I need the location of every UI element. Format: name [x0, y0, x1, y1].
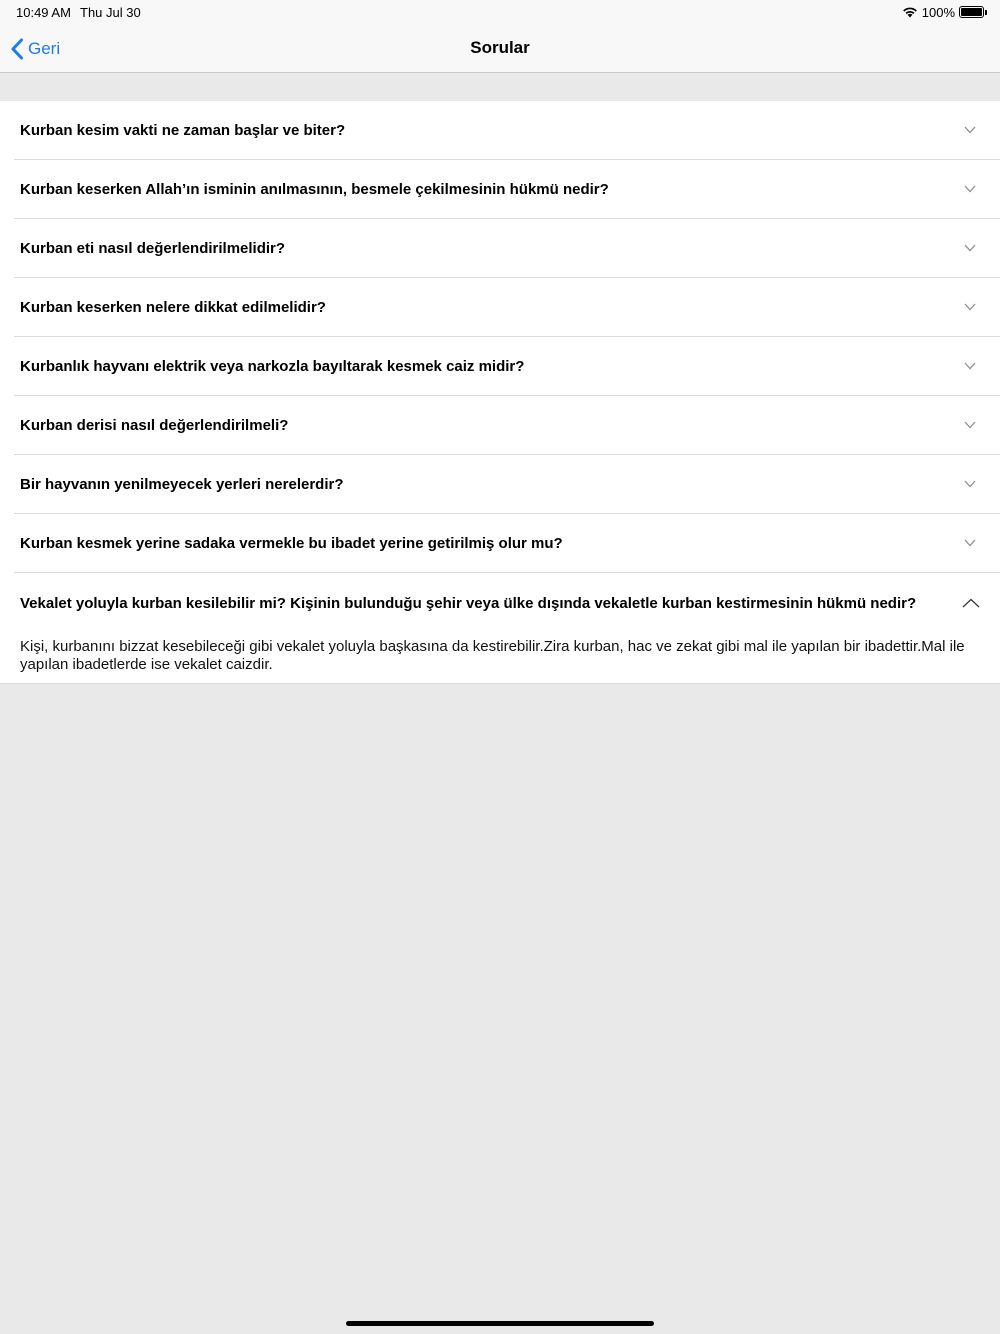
faq-question: Kurban keserken nelere dikkat edilmelidir? [20, 298, 326, 316]
chevron-down-icon [964, 126, 976, 134]
back-label: Geri [28, 39, 61, 58]
faq-question: Kurbanlık hayvanı elektrik veya narkozla bayıltarak kesmek caiz midir? [20, 357, 525, 375]
chevron-down-icon [964, 303, 976, 311]
faq-item-header[interactable] [14, 278, 1000, 336]
faq-question: Kurban kesmek yerine sadaka vermekle bu ibadet yerine getirilmiş olur mu? [20, 534, 563, 552]
chevron-down-icon [964, 421, 976, 429]
faq-question: Kurban keserken Allah’ın isminin anılmasının, besmele çekilmesinin hükmü nedir? [20, 180, 609, 198]
faq-question: Vekalet yoluyla kurban kesilebilir mi? Kişinin bulunduğu şehir veya ülke dışında vekaletle kurban kestirmesinin hükmü nedir? [20, 594, 917, 612]
navigation-bar [0, 24, 1000, 73]
faq-item[interactable] [14, 396, 1000, 455]
faq-item[interactable] [14, 219, 1000, 278]
faq-item[interactable] [14, 514, 1000, 573]
faq-item-header[interactable] [14, 160, 1000, 218]
faq-list [0, 101, 1000, 684]
battery-icon [959, 6, 984, 18]
faq-item-header[interactable] [14, 573, 1000, 633]
status-time: 10:49 AM [16, 5, 71, 20]
chevron-down-icon [964, 480, 976, 488]
home-indicator[interactable] [346, 1321, 654, 1326]
chevron-down-icon [964, 362, 976, 370]
chevron-down-icon [964, 244, 976, 252]
faq-item-expanded[interactable] [0, 573, 1000, 684]
status-bar [0, 0, 1000, 24]
faq-item[interactable] [14, 455, 1000, 514]
faq-question: Bir hayvanın yenilmeyecek yerleri nerelerdir? [20, 475, 344, 493]
chevron-up-icon [962, 598, 980, 608]
faq-item-header[interactable] [14, 101, 1000, 159]
status-indicators [902, 4, 984, 20]
faq-answer: Kişi, kurbanını bizzat kesebileceği gibi vekalet yoluyla başkasına da kestirebilir.Zira kurban, hac ve zekat gibi mal ile yapılan bir ibadettir.Mal ile yapılan ibadetlerde ise vekalet caizdir. [20, 638, 965, 673]
page-title: Sorular [470, 38, 530, 57]
faq-item[interactable] [14, 278, 1000, 337]
faq-question: Kurban derisi nasıl değerlendirilmeli? [20, 416, 289, 434]
chevron-down-icon [964, 185, 976, 193]
faq-item-header[interactable] [14, 455, 1000, 513]
status-date: Thu Jul 30 [80, 5, 141, 20]
wifi-icon [902, 6, 918, 18]
faq-item-header[interactable] [14, 514, 1000, 572]
faq-item[interactable] [14, 337, 1000, 396]
battery-percent: 100% [921, 4, 955, 20]
faq-item[interactable] [14, 160, 1000, 219]
faq-item-header[interactable] [14, 337, 1000, 395]
faq-item-header[interactable] [14, 219, 1000, 277]
chevron-down-icon [964, 539, 976, 547]
faq-question: Kurban eti nasıl değerlendirilmelidir? [20, 239, 286, 257]
faq-question: Kurban kesim vakti ne zaman başlar ve biter? [20, 121, 346, 139]
faq-item-header[interactable] [14, 396, 1000, 454]
faq-item[interactable] [14, 101, 1000, 160]
